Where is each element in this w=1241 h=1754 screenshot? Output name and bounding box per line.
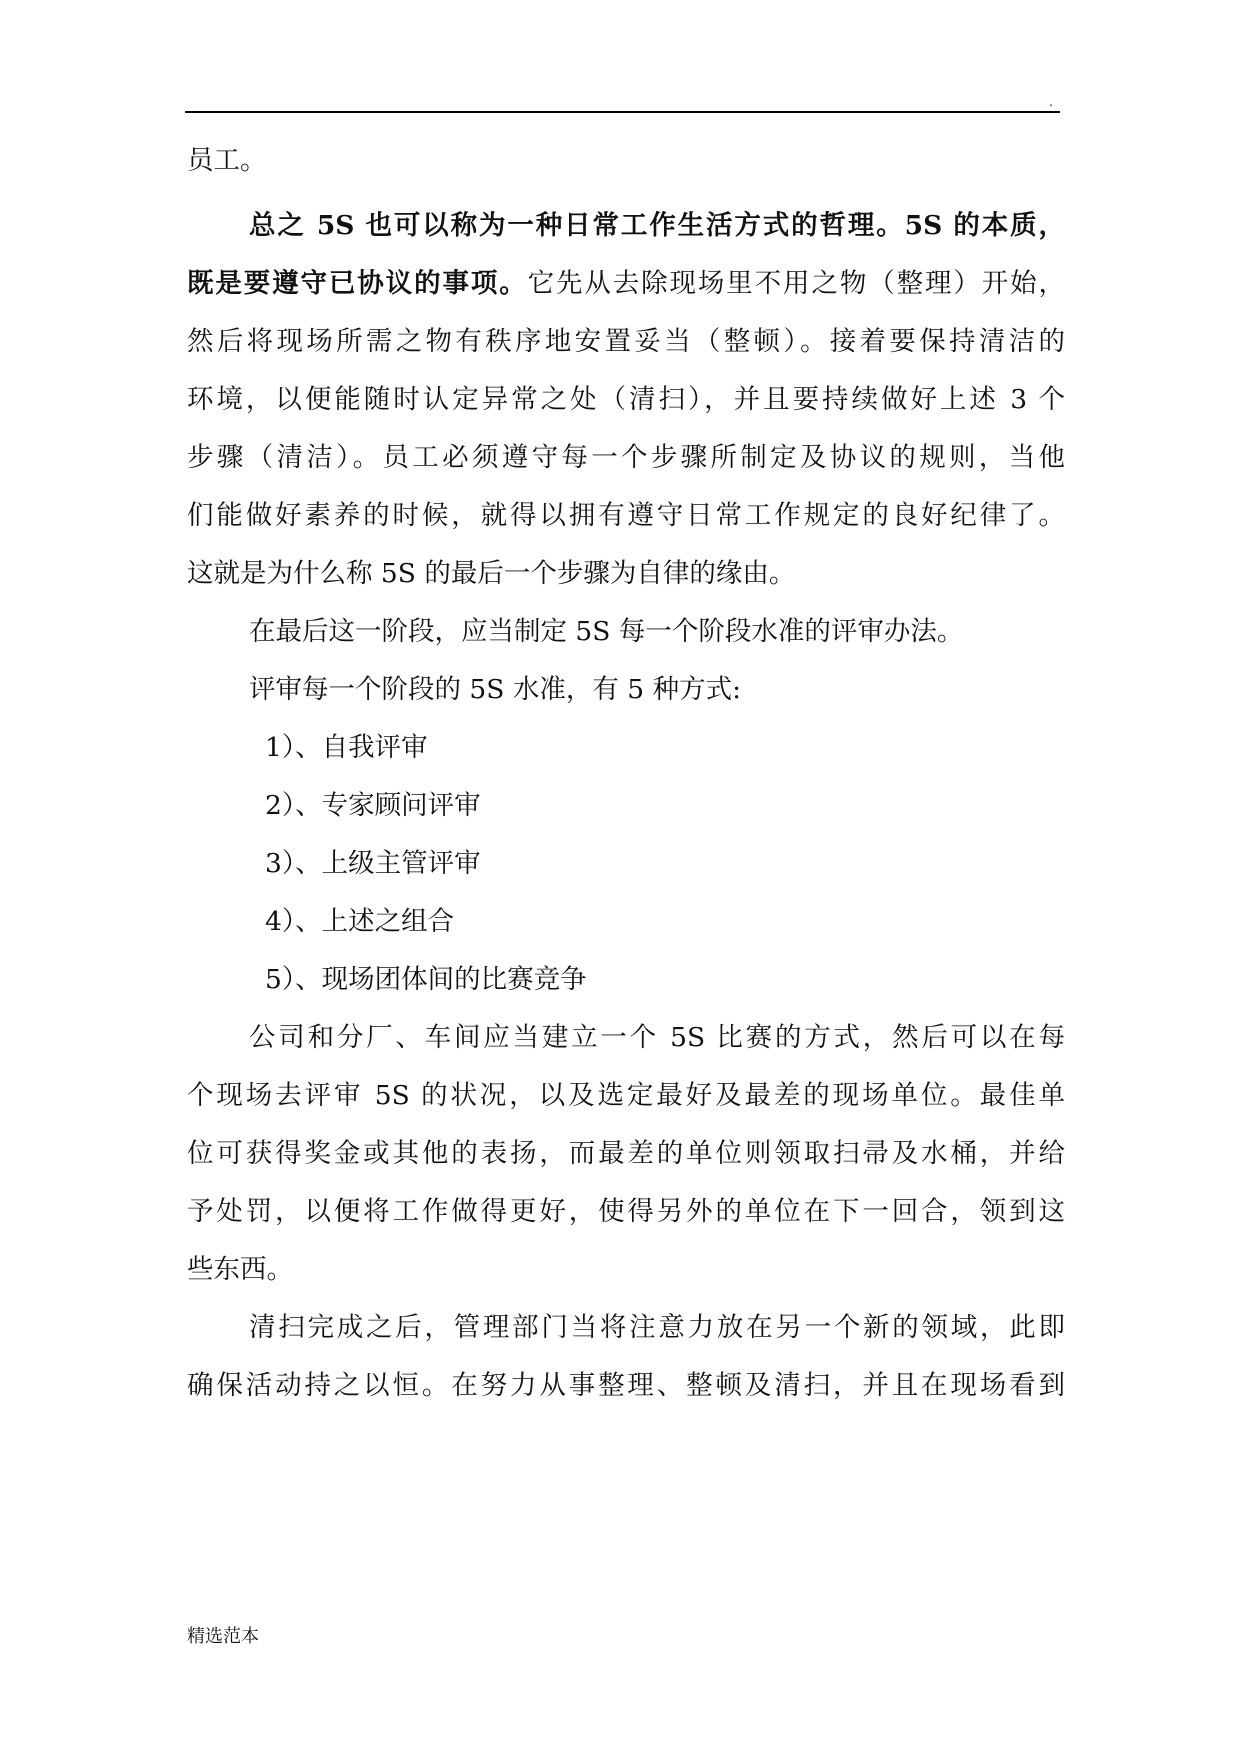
paragraph-line: 评审每一个阶段的 5S 水准，有 5 种方式:	[249, 674, 741, 705]
paragraph-line: 然后将现场所需之物有秩序地安置妥当（整顿）。接着要保持清洁的	[187, 326, 1065, 357]
paragraph-line-mixed	[187, 266, 1065, 302]
paragraph-line: 公司和分厂、车间应当建立一个 5S 比赛的方式，然后可以在每	[249, 1022, 1065, 1053]
paragraph-line: 步骤（清洁）。员工必须遵守每一个步骤所制定及协议的规则，当他	[187, 442, 1065, 473]
paragraph-line: 环境，以便能随时认定异常之处（清扫），并且要持续做好上述 3 个	[187, 384, 1065, 415]
footer-label: 精选范本	[187, 1626, 259, 1647]
bold-phrase: 既是要遵守已协议的事项。	[187, 268, 528, 299]
header-rule	[185, 111, 1060, 113]
list-item: 4）、上述之组合	[265, 906, 455, 937]
list-item: 2）、专家顾问评审	[265, 790, 481, 821]
paragraph-line: 予处罚，以便将工作做得更好，使得另外的单位在下一回合，领到这	[187, 1196, 1065, 1227]
paragraph-line-bold: 总之 5S 也可以称为一种日常工作生活方式的哲理。5S 的本质，	[249, 210, 1065, 241]
text-phrase: 它先从去除现场里不用之物（整理）开始，	[527, 268, 1066, 299]
paragraph-line: 个现场去评审 5S 的状况，以及选定最好及最差的现场单位。最佳单	[187, 1080, 1065, 1111]
header-mark: .	[1049, 95, 1053, 109]
paragraph-line: 确保活动持之以恒。在努力从事整理、整顿及清扫，并且在现场看到	[187, 1370, 1065, 1401]
paragraph-line: 位可获得奖金或其他的表扬，而最差的单位则领取扫帚及水桶，并给	[187, 1138, 1065, 1169]
paragraph-line: 们能做好素养的时候，就得以拥有遵守日常工作规定的良好纪律了。	[187, 500, 1065, 531]
list-item: 5）、现场团体间的比赛竞争	[265, 964, 587, 995]
paragraph-line: 清扫完成之后，管理部门当将注意力放在另一个新的领域，此即	[249, 1312, 1065, 1343]
paragraph-line: 这就是为什么称 5S 的最后一个步骤为自律的缘由。	[187, 558, 796, 589]
paragraph-line: 员工。	[187, 145, 267, 176]
paragraph-line: 些东西。	[187, 1254, 293, 1285]
list-item: 3）、上级主管评审	[265, 848, 481, 879]
paragraph-line: 在最后这一阶段，应当制定 5S 每一个阶段水准的评审办法。	[249, 616, 964, 647]
list-item: 1）、自我评审	[265, 732, 428, 763]
